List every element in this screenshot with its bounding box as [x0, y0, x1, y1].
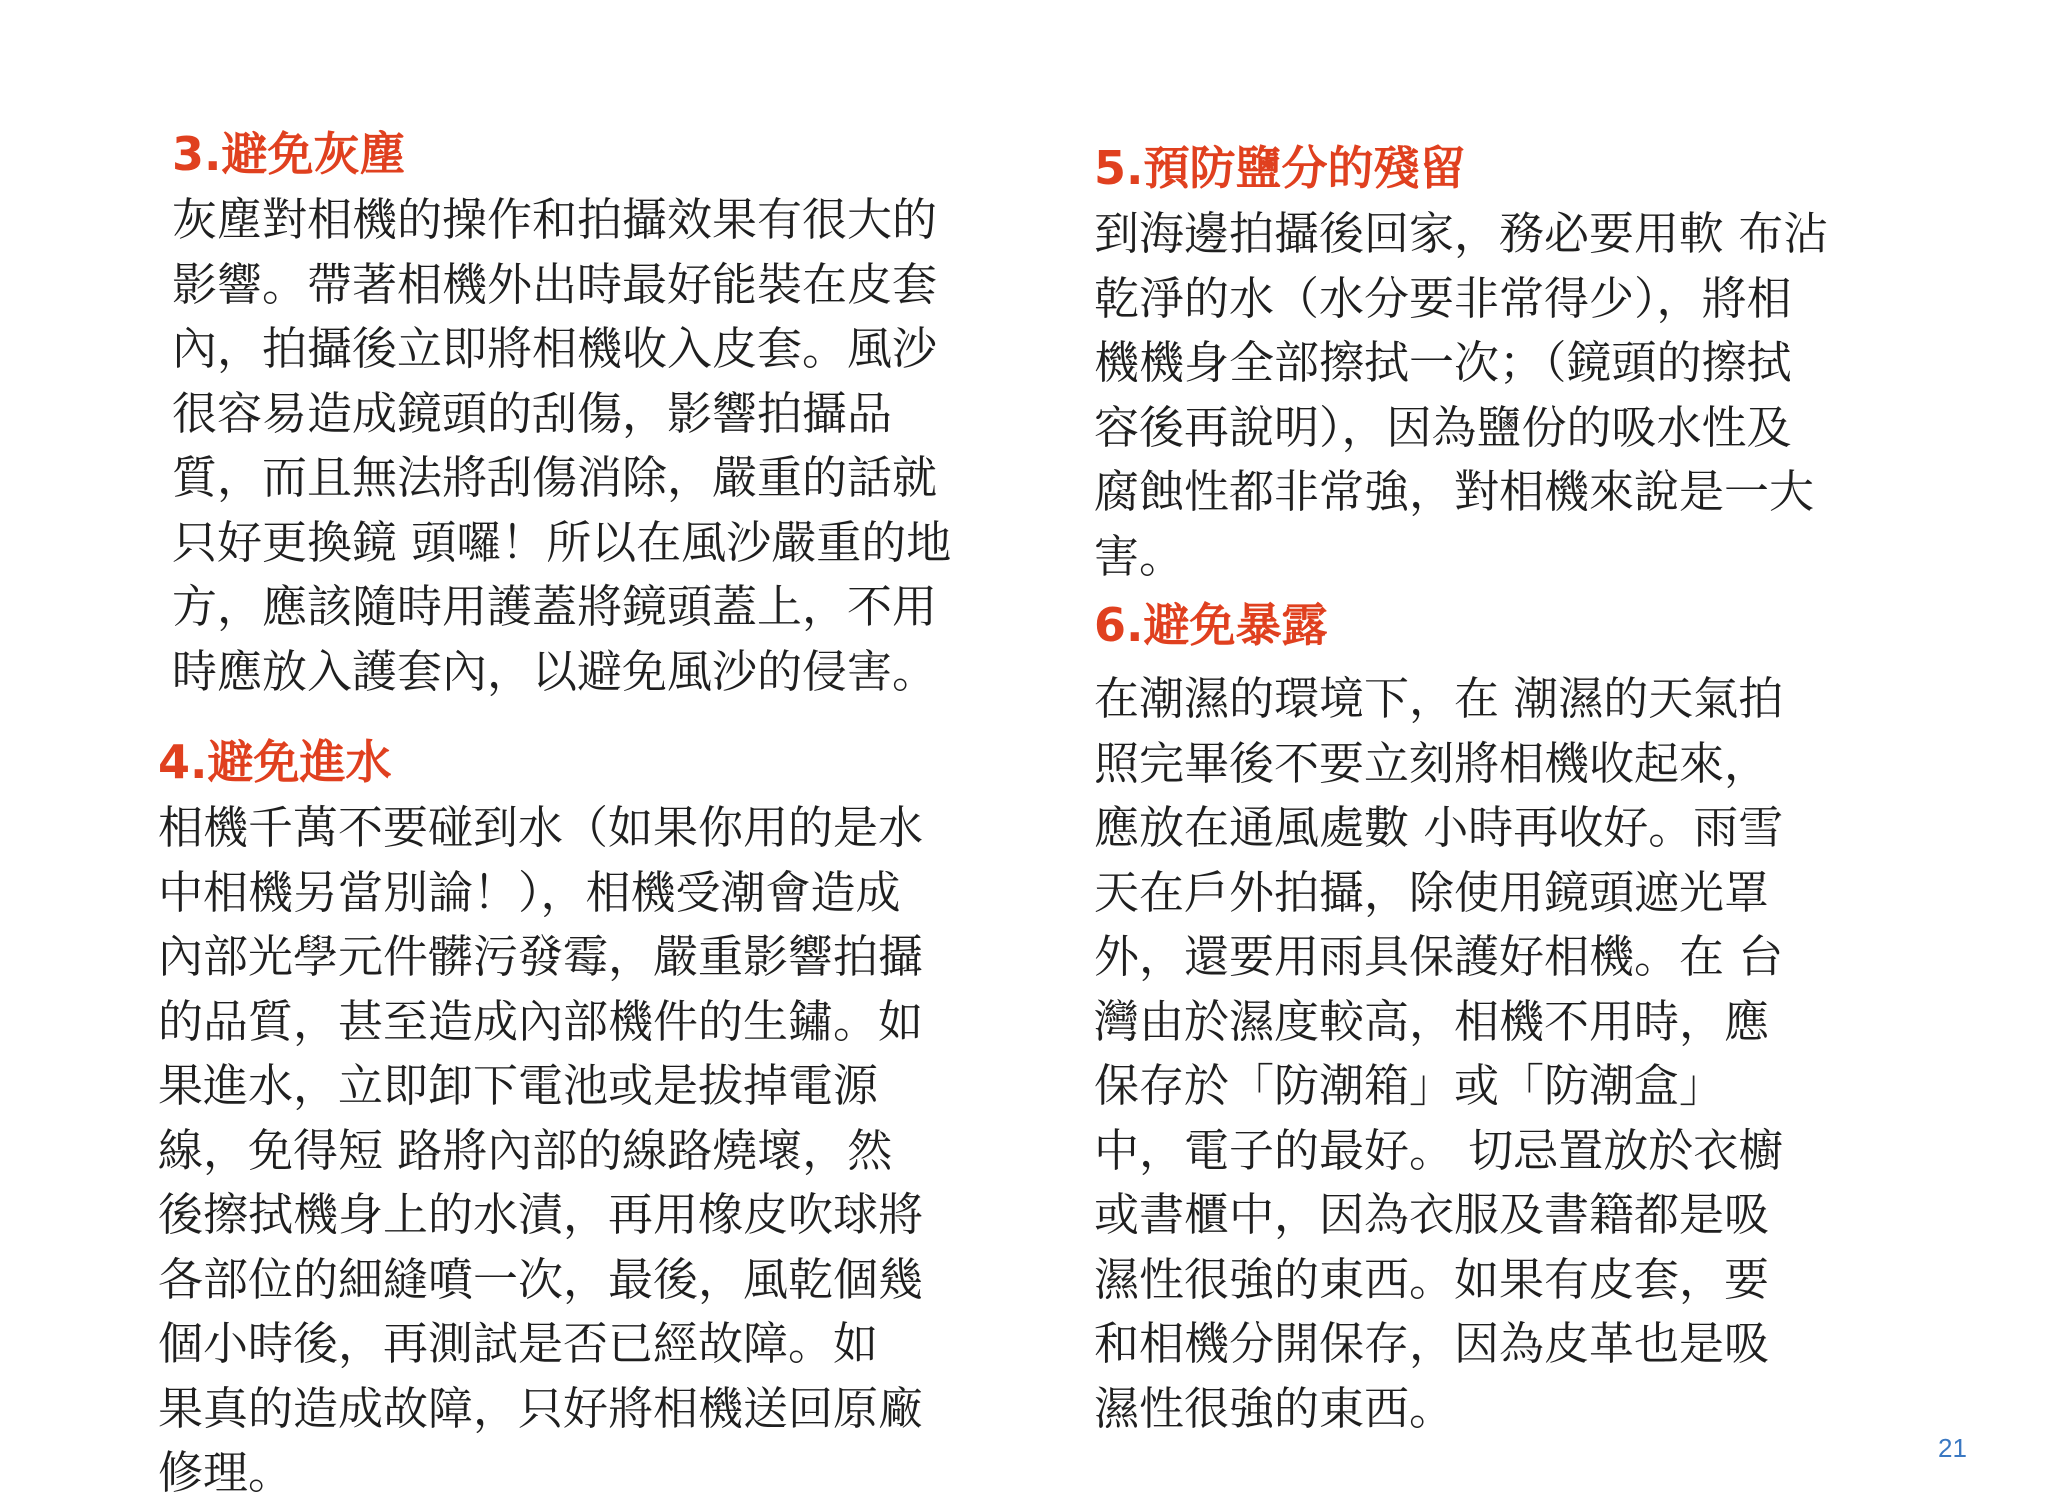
- body-line: 濕性很強的東西。如果有皮套，要: [1094, 1252, 1770, 1306]
- body-line: 時應放入護套內，以避免風沙的侵害。: [172, 644, 938, 698]
- body-line: 後擦拭機身上的水漬，再用橡皮吹球將: [158, 1188, 924, 1241]
- body-line: 到海邊拍攝後回家，務必要用軟 布沾: [1094, 207, 1829, 260]
- body-line: 果進水，立即卸下電池或是拔掉電源: [158, 1059, 879, 1112]
- body-line: 只好更換鏡 頭囉！所以在風沙嚴重的地: [172, 515, 952, 569]
- body-line: 內，拍攝後立即將相機收入皮套。風沙: [172, 322, 938, 375]
- section-prevent-salt: [1094, 140, 1828, 589]
- body-line: 保存於「防潮箱」或「防潮盒」: [1094, 1059, 1725, 1112]
- body-line: 果真的造成故障，只好將相機送回原廠: [158, 1381, 924, 1435]
- body-line: 天在戶外拍攝，除使用鏡頭遮光罩: [1094, 865, 1770, 919]
- body-line: 和相機分開保存，因為皮革也是吸: [1094, 1317, 1770, 1370]
- section-body: [172, 188, 951, 704]
- body-line: 相機千萬不要碰到水（如果你用的是水: [158, 801, 924, 854]
- section-body: [1094, 202, 1828, 589]
- body-line: 質，而且無法將刮傷消除，嚴重的話就: [172, 451, 938, 504]
- page-number: 21: [1938, 1433, 1967, 1463]
- body-line: 中，電子的最好。 切忌置放於衣櫥: [1094, 1123, 1784, 1177]
- body-line: 應放在通風處數 小時再收好。雨雪: [1094, 801, 1784, 854]
- body-line: 在潮濕的環境下，在 潮濕的天氣拍: [1094, 672, 1784, 725]
- body-line: 影響。帶著相機外出時最好能裝在皮套: [172, 257, 938, 311]
- section-heading: 3.避免灰塵: [172, 127, 406, 181]
- body-line: 機機身全部擦拭一次；（鏡頭的擦拭: [1094, 336, 1792, 389]
- section-avoid-dust: [172, 126, 951, 704]
- body-line: 灣由於濕度較高，相機不用時，應: [1094, 994, 1770, 1048]
- body-line: 濕性很強的東西。: [1094, 1381, 1455, 1435]
- section-heading: 5.預防鹽分的殘留: [1094, 141, 1466, 195]
- section-avoid-water: [158, 734, 923, 1506]
- body-line: 腐蝕性都非常強，對相機來說是一大: [1094, 465, 1815, 518]
- section-heading: 4.避免進水: [158, 735, 392, 789]
- body-line: 各部位的細縫噴一次，最後，風乾個幾: [158, 1252, 924, 1306]
- body-line: 外，還要用雨具保護好相機。在 台: [1094, 930, 1784, 983]
- body-line: 內部光學元件髒污發霉，嚴重影響拍攝: [158, 930, 924, 983]
- body-line: 很容易造成鏡頭的刮傷，影響拍攝品: [172, 386, 893, 440]
- section-avoid-exposure: [1094, 597, 1783, 1441]
- body-line: 乾淨的水（水分要非常得少），將相: [1094, 271, 1792, 325]
- section-body: [158, 796, 923, 1506]
- section-body: [1094, 667, 1783, 1441]
- body-line: 灰塵對相機的操作和拍攝效果有很大的: [172, 193, 938, 246]
- body-line: 或書櫃中，因為衣服及書籍都是吸: [1094, 1188, 1770, 1241]
- body-line: 線，免得短 路將內部的線路燒壞，然: [158, 1123, 893, 1177]
- body-line: 方，應該隨時用護蓋將鏡頭蓋上，不用: [172, 580, 938, 633]
- body-line: 修理。: [158, 1446, 294, 1499]
- section-heading: 6.避免暴露: [1094, 598, 1328, 652]
- body-line: 中相機另當別論！），相機受潮會造成: [158, 865, 901, 919]
- body-line: 害。: [1094, 529, 1185, 583]
- body-line: 照完畢後不要立刻將相機收起來，: [1094, 736, 1770, 790]
- body-line: 個小時後，再測試是否已經故障。如: [158, 1317, 879, 1370]
- body-line: 的品質，甚至造成內部機件的生鏽。如: [158, 994, 924, 1048]
- body-line: 容後再說明），因為鹽份的吸水性及: [1094, 400, 1792, 454]
